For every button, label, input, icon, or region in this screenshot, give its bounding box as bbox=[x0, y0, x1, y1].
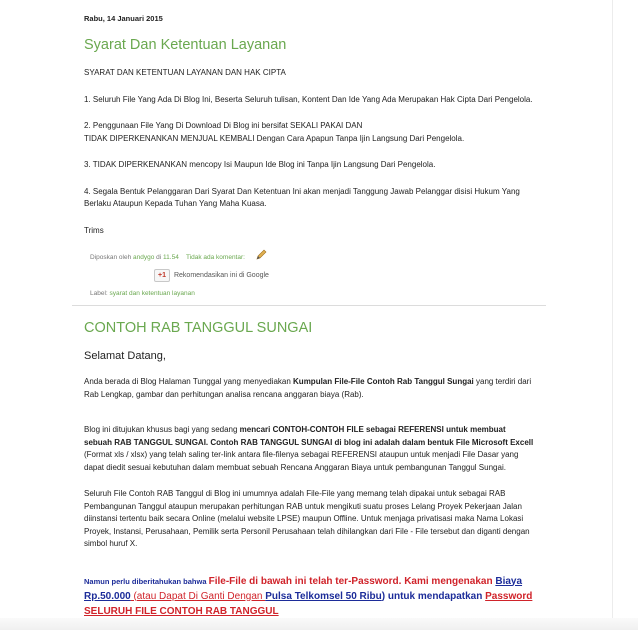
term-3: 3. TIDAK DIPERKENANKAN mencopy Isi Maupun Ide Blog ini Tanpa Ijin Langsung Dari Pengelola. bbox=[84, 160, 436, 169]
term-4: 4. Segala Bentuk Pelanggaran Dari Syarat Dan Ketentuan Ini akan menjadi Tanggung Jawab Pelanggar disisi Hukum Yang Berlaku Ataupun Kepada Tuhan Yang Maha Kuasa. bbox=[84, 186, 520, 208]
post-heading: SYARAT DAN KETENTUAN LAYANAN DAN HAK CIPTA bbox=[84, 68, 286, 77]
page-bottom-edge bbox=[0, 618, 638, 630]
gplus-icon: +1 bbox=[158, 272, 166, 279]
post-syarat bbox=[84, 14, 534, 306]
para2-b: mencari CONTOH-CONTOH FILE sebagai REFERENSI untuk membuat sebuah RAB TANGGUL SUNGAI. Contoh RAB TANGGUL SUNGAI di blog ini adalah dalam bentuk File Microsoft Excell bbox=[84, 425, 534, 447]
gplus-row bbox=[154, 269, 534, 282]
label-link[interactable]: syarat dan ketentuan layanan bbox=[109, 290, 195, 297]
sidebar-divider bbox=[612, 0, 613, 630]
promo-price: Biaya Rp.50.000 bbox=[84, 575, 523, 602]
trims-text: Trims bbox=[84, 225, 104, 235]
intro-b: Kumpulan File-File Contoh Rab Tanggul Sungai bbox=[293, 377, 474, 386]
term-2a: 2. Penggunaan File Yang Di Download Di Blog ini bersifat SEKALI PAKAI DAN bbox=[84, 121, 363, 130]
promo-f: ) untuk mendapatkan bbox=[381, 590, 486, 602]
privacy-paragraph: Seluruh File Contoh RAB Tanggul di Blog ini umumnya adalah File-File yang memang telah dipakai untuk sebagai RAB Pembangunan Tanggul ataupun merupakan perhitungan RAB untuk mengikuti suatu proses Lelang Proyek Pekerjaan Jalan diinstansi tertentu baik secara Online (melalui website LPSE) maupun Offline. Untuk menjaga privatisasi maka Nama Lokasi Proyek, Instansi, Perusahaan, Pemilik serta Personil Perusahaan telah dihilangkan dari File - File tersebut dan diganti dengan simbol huruf X. bbox=[84, 489, 530, 548]
label-prefix: Label: bbox=[90, 290, 108, 297]
post-footer bbox=[84, 249, 534, 263]
post-divider bbox=[72, 305, 546, 306]
intro-paragraph bbox=[84, 376, 534, 401]
post-date: Rabu, 14 Januari 2015 bbox=[84, 14, 163, 23]
post-rab bbox=[84, 320, 534, 619]
term-1: 1. Seluruh File Yang Ada Di Blog Ini, Beserta Seluruh tulisan, Kontent Dan Ide Yang Ada Merupakan Hak Cipta Dari Pengelola. bbox=[84, 94, 533, 104]
author-link[interactable]: andygo bbox=[133, 254, 155, 261]
promo-pulsa: Pulsa Telkomsel 50 Ribu bbox=[265, 590, 382, 602]
post-labels bbox=[90, 290, 534, 297]
post-column bbox=[84, 14, 534, 619]
comments-link[interactable]: Tidak ada komentar: bbox=[185, 254, 245, 261]
gplus-button[interactable] bbox=[154, 269, 170, 282]
welcome-text: Selamat Datang, bbox=[84, 350, 166, 362]
term-2b: TIDAK DIPERKENANKAN MENJUAL KEMBALI Dengan Cara Apapun Tanpa Ijin Langsung Dari Pengelola. bbox=[84, 133, 465, 143]
para2-c: (Format xls / xlsx) yang telah saling ter-link antara file-filenya sebagai REFERENSI ataupun untuk menjadi File Dasar yang dapat diedit sesuai kebutuhan dalam membuat sebuah Rencana Anggaran Biaya untuk pembangunan Tanggul Sungai. bbox=[84, 450, 519, 472]
timestamp-link[interactable]: 11.54 bbox=[163, 254, 179, 261]
promo-password: Password SELURUH FILE CONTOH RAB TANGGUL bbox=[84, 590, 533, 617]
intro-a: Anda berada di Blog Halaman Tunggal yang menyediakan bbox=[84, 377, 294, 386]
edit-pencil-icon[interactable] bbox=[255, 249, 267, 263]
promo-paragraph bbox=[84, 574, 534, 619]
intro-c: yang terdiri dari Rab Lengkap, gambar dan perhitungan analisa rencana anggaran biaya (Rab). bbox=[84, 377, 532, 399]
purpose-paragraph bbox=[84, 424, 534, 474]
post-title-rab[interactable]: CONTOH RAB TANGGUL SUNGAI bbox=[84, 320, 313, 336]
recommend-text: Rekomendasikan ini di Google bbox=[173, 272, 269, 279]
para2-a: Blog ini ditujukan khusus bagi yang sedang bbox=[84, 425, 240, 434]
post-title-syarat[interactable]: Syarat Dan Ketentuan Layanan bbox=[84, 37, 287, 53]
promo-a: Namun perlu diberitahukan bahwa bbox=[84, 576, 209, 586]
posted-by-label: Diposkan oleh bbox=[90, 254, 132, 261]
at-label: di bbox=[156, 254, 162, 261]
promo-b: File-File di bawah ini telah ter-Password. Kami mengenakan bbox=[208, 575, 496, 587]
promo-d: (atau Dapat Di Ganti Dengan bbox=[130, 590, 266, 602]
